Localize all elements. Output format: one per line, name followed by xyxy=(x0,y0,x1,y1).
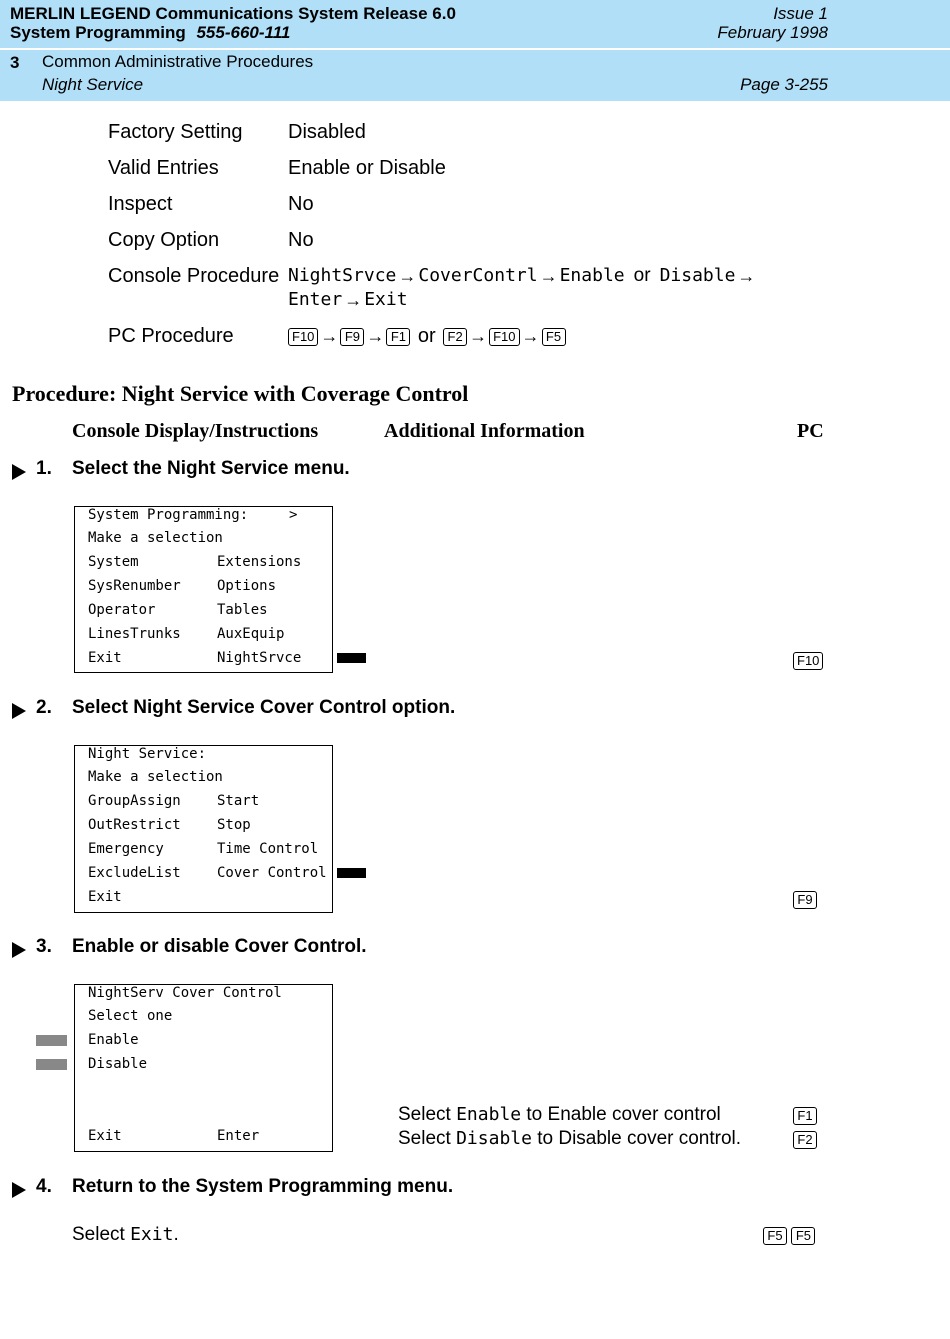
screen-prompt: Make a selection xyxy=(88,530,223,546)
console-step-covercontrl: CoverContrl xyxy=(418,265,538,286)
console-procedure-line1 xyxy=(288,265,757,287)
chapter-number: 3 xyxy=(10,53,20,72)
screen-option-disable: Disable xyxy=(88,1056,148,1072)
screen-prompt: Make a selection xyxy=(88,769,223,785)
screen-option-emergency: Emergency xyxy=(88,841,164,857)
step-3-pc-key-disable xyxy=(793,1131,817,1149)
step-3-number: 3. xyxy=(36,936,52,957)
pc-procedure-label: PC Procedure xyxy=(108,325,234,347)
screen-more-indicator: > xyxy=(289,507,298,523)
info-code: Enable xyxy=(456,1104,522,1125)
function-key: F5 xyxy=(542,328,566,346)
column-header-pc: PC xyxy=(797,420,824,442)
column-header-info: Additional Information xyxy=(384,420,585,442)
step-4-pc-keys xyxy=(763,1227,815,1245)
screen-option-options: Options xyxy=(217,578,277,594)
step-4-instruction xyxy=(72,1224,179,1246)
step-1-number: 1. xyxy=(36,458,52,479)
screen-option-system: System xyxy=(88,554,139,570)
procedure-heading: Procedure: Night Service with Coverage Control xyxy=(12,381,469,406)
screen-option-exit: Exit xyxy=(88,889,122,905)
function-key: F5 xyxy=(791,1227,815,1245)
info-text: Select xyxy=(398,1128,451,1149)
screen-option-operator: Operator xyxy=(88,602,156,618)
valid-entries-value: Enable or Disable xyxy=(288,157,446,179)
step-3-title: Enable or disable Cover Control. xyxy=(72,936,367,957)
step-4-number: 4. xyxy=(36,1176,52,1197)
function-key: F1 xyxy=(793,1107,817,1125)
function-key: F2 xyxy=(443,328,467,346)
selection-indicator-enable xyxy=(36,1035,67,1046)
console-step-enter: Enter xyxy=(288,289,343,310)
console-screen-cover-control xyxy=(74,984,333,1152)
selection-indicator xyxy=(337,653,366,663)
function-key: F9 xyxy=(340,328,364,346)
screen-option-cover-control: Cover Control xyxy=(217,865,327,881)
info-code: Disable xyxy=(456,1128,532,1149)
screen-option-time-control: Time Control xyxy=(217,841,319,857)
arrow-icon: → xyxy=(539,265,558,286)
step-2-title: Select Night Service Cover Control option. xyxy=(72,697,456,718)
chapter-title: Common Administrative Procedures xyxy=(42,52,314,71)
or-text: or xyxy=(633,265,651,286)
screen-title: NightServ Cover Control xyxy=(88,985,282,1001)
step-4-title: Return to the System Programming menu. xyxy=(72,1176,454,1197)
inspect-value: No xyxy=(288,193,314,215)
selection-indicator-disable xyxy=(36,1059,67,1070)
screen-option-auxequip: AuxEquip xyxy=(217,626,285,642)
screen-option-stop: Stop xyxy=(217,817,251,833)
step-2-pc-key xyxy=(793,891,817,909)
screen-option-nightsrvce: NightSrvce xyxy=(217,650,302,666)
screen-option-extensions: Extensions xyxy=(217,554,302,570)
console-procedure-line2 xyxy=(288,289,408,311)
screen-prompt: Select one xyxy=(88,1008,173,1024)
screen-option-excludelist: ExcludeList xyxy=(88,865,181,881)
column-header-console: Console Display/Instructions xyxy=(72,420,319,442)
function-key: F10 xyxy=(288,328,318,346)
doc-number: 555-660-111 xyxy=(196,23,291,42)
console-screen-night-service xyxy=(74,745,333,913)
instruction-text: Select xyxy=(72,1224,125,1245)
screen-option-linestrunks: LinesTrunks xyxy=(88,626,181,642)
step-3-info-enable xyxy=(398,1104,721,1126)
screen-option-start: Start xyxy=(217,793,260,809)
instruction-code: Exit xyxy=(130,1224,174,1245)
step-arrow-icon xyxy=(12,464,26,480)
function-key: F9 xyxy=(793,891,817,909)
selection-indicator xyxy=(337,868,366,878)
arrow-icon: → xyxy=(366,326,385,346)
document-title: MERLIN LEGEND Communications System Release 6.0 xyxy=(10,4,456,23)
date-label: February 1998 xyxy=(717,23,828,42)
arrow-icon: → xyxy=(521,326,540,346)
info-text: to Enable cover control xyxy=(526,1104,721,1125)
document-subtitle xyxy=(10,23,290,43)
console-step-nightsrvce: NightSrvce xyxy=(288,265,397,286)
pc-procedure-keys xyxy=(288,325,566,348)
screen-option-exit: Exit xyxy=(88,650,122,666)
screen-option-enter: Enter xyxy=(217,1128,260,1144)
console-step-disable: Disable xyxy=(659,265,736,286)
console-step-enable: Enable xyxy=(559,265,625,286)
copy-option-value: No xyxy=(288,229,314,251)
screen-option-enable: Enable xyxy=(88,1032,139,1048)
section-title: Night Service xyxy=(42,75,144,94)
copy-option-label: Copy Option xyxy=(108,229,220,251)
screen-option-exit: Exit xyxy=(88,1128,122,1144)
arrow-icon: → xyxy=(398,265,417,286)
or-text: or xyxy=(417,325,436,347)
valid-entries-label: Valid Entries xyxy=(108,157,219,179)
step-arrow-icon xyxy=(12,942,26,958)
screen-title: System Programming: xyxy=(88,507,249,523)
step-1-title: Select the Night Service menu. xyxy=(72,458,350,479)
console-procedure-label: Console Procedure xyxy=(108,265,280,287)
screen-option-groupassign: GroupAssign xyxy=(88,793,181,809)
inspect-label: Inspect xyxy=(108,193,173,215)
arrow-icon: → xyxy=(737,265,756,286)
step-1-pc-key xyxy=(793,652,823,670)
console-screen-system-programming xyxy=(74,506,333,673)
function-key: F2 xyxy=(793,1131,817,1149)
page-number: Page 3-255 xyxy=(740,75,828,94)
subtitle-text: System Programming xyxy=(10,23,186,42)
arrow-icon: → xyxy=(320,326,339,346)
factory-setting-label: Factory Setting xyxy=(108,121,243,143)
issue-label: Issue 1 xyxy=(773,4,828,23)
step-3-pc-key-enable xyxy=(793,1107,817,1125)
screen-option-tables: Tables xyxy=(217,602,268,618)
screen-title: Night Service: xyxy=(88,746,207,762)
step-arrow-icon xyxy=(12,1182,26,1198)
function-key: F1 xyxy=(386,328,410,346)
screen-option-sysrenumber: SysRenumber xyxy=(88,578,181,594)
function-key: F10 xyxy=(793,652,823,670)
step-2-number: 2. xyxy=(36,697,52,718)
arrow-icon: → xyxy=(344,289,363,310)
function-key: F5 xyxy=(763,1227,787,1245)
step-arrow-icon xyxy=(12,703,26,719)
function-key: F10 xyxy=(489,328,519,346)
info-text: to Disable cover control. xyxy=(537,1128,742,1149)
info-text: Select xyxy=(398,1104,451,1125)
screen-option-outrestrict: OutRestrict xyxy=(88,817,181,833)
instruction-period: . xyxy=(173,1224,179,1245)
step-3-info-disable xyxy=(398,1128,741,1150)
console-step-exit: Exit xyxy=(364,289,408,310)
factory-setting-value: Disabled xyxy=(288,121,366,143)
arrow-icon: → xyxy=(469,326,488,346)
